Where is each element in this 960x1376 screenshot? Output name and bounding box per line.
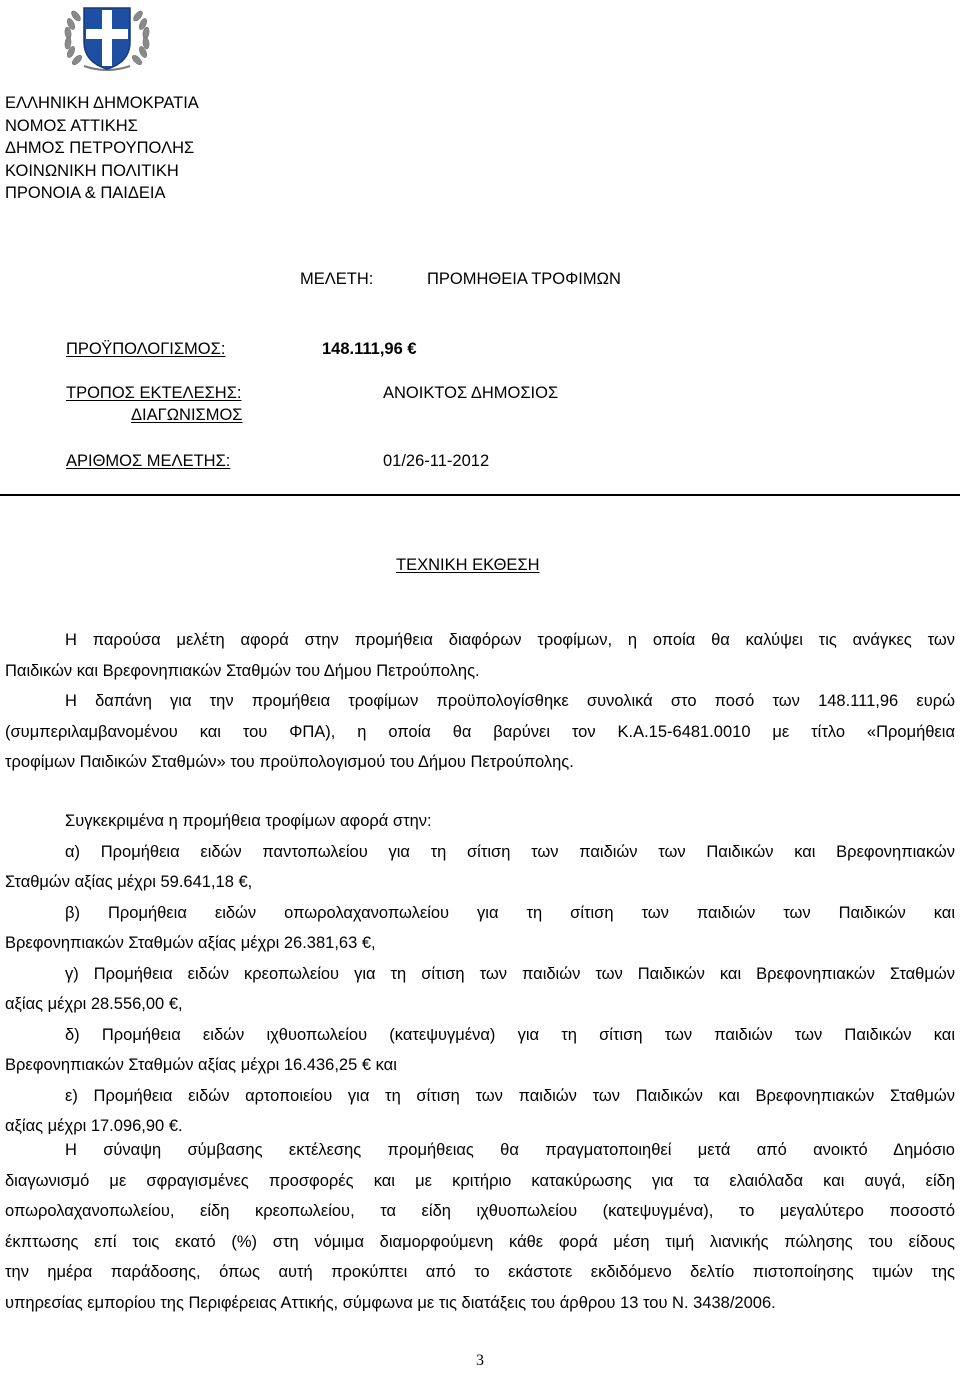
header-line-municipality: ΔΗΜΟΣ ΠΕΤΡΟΥΠΟΛΗΣ xyxy=(5,139,195,157)
page-number: 3 xyxy=(476,1352,484,1369)
issuing-authority-header xyxy=(5,92,199,205)
list-item-b-cont: Βρεφονηπιακών Σταθμών αξίας μέχρι 26.381,63 €, xyxy=(5,934,376,952)
paragraph-line: Η παρούσα μελέτη αφορά στην προμήθεια διαφόρων τροφίμων, η οποία θα καλύψει τις ανάγκες των xyxy=(65,631,955,649)
paragraph-supply-items xyxy=(5,806,955,1142)
paragraph-line: την ημέρα παράδοσης, όπως αυτή προκύπτει από το εκάστοτε εκδιδόμενο δελτίο πιστοποίησης τιμών της xyxy=(5,1263,955,1281)
section-title: ΤΕΧΝΙΚΗ ΕΚΘΕΣΗ xyxy=(396,556,540,574)
header-line-republic: ΕΛΛΗΝΙΚΗ ΔΗΜΟΚΡΑΤΙΑ xyxy=(5,94,199,112)
paragraph-line: (συμπεριλαμβανομένου και του ΦΠΑ), η οποία θα βαρύνει τον Κ.Α.15-6481.0010 με τίτλο «Προμήθεια xyxy=(5,722,955,741)
study-value: ΠΡΟΜΗΘΕΙΑ ΤΡΟΦΙΜΩΝ xyxy=(427,270,621,288)
list-item-d: δ) Προμήθεια ειδών ιχθυοπωλείου (κατεψυγμένα) για τη σίτιση των παιδιών των Παιδικών και xyxy=(65,1025,955,1044)
study-number-value: 01/26-11-2012 xyxy=(383,452,490,470)
list-item-c-cont: αξίας μέχρι 28.556,00 €, xyxy=(5,995,183,1013)
execution-method-label: ΤΡΟΠΟΣ ΕΚΤΕΛΕΣΗΣ: xyxy=(66,384,242,402)
header-divider xyxy=(0,494,960,496)
paragraph-scope xyxy=(5,625,955,686)
paragraph-contract-award xyxy=(5,1135,955,1318)
budget-label: ΠΡΟΫΠΟΛΟΓΙΣΜΟΣ: xyxy=(66,340,226,358)
study-label: ΜΕΛΕΤΗ: xyxy=(300,270,374,288)
execution-method-label-line2: ΔΙΑΓΩΝΙΣΜΟΣ xyxy=(131,406,243,424)
header-line-department: ΚΟΙΝΩΝΙΚΗ ΠΟΛΙΤΙΚΗ xyxy=(5,161,179,180)
list-item-b: β) Προμήθεια ειδών οπωρολαχανοπωλείου για τη σίτιση των παιδιών των Παιδικών και xyxy=(65,903,955,922)
list-item-a: α) Προμήθεια ειδών παντοπωλείου για τη σίτιση των παιδιών των Παιδικών και Βρεφονηπιακών xyxy=(65,842,955,861)
paragraph-line: Συγκεκριμένα η προμήθεια τροφίμων αφορά στην: xyxy=(65,812,432,830)
execution-method-value: ΑΝΟΙΚΤΟΣ ΔΗΜΟΣΙΟΣ xyxy=(383,384,559,402)
list-item-e-cont: αξίας μέχρι 17.096,90 €. xyxy=(5,1117,183,1135)
paragraph-line: υπηρεσίας εμπορίου της Περιφέρειας Αττικής, σύμφωνα με τις διατάξεις του άρθρου 13 του Ν. 3438/2006. xyxy=(5,1293,776,1312)
list-item-a-cont: Σταθμών αξίας μέχρι 59.641,18 €, xyxy=(5,873,253,891)
paragraph-budget xyxy=(5,686,955,778)
paragraph-line: διαγωνισμό με σφραγισμένες προσφορές και με κριτήριο κατακύρωσης για τα ελαιόλαδα και αυγά, είδη xyxy=(5,1171,955,1190)
list-item-e: ε) Προμήθεια ειδών αρτοποιείου για τη σίτιση των παιδιών των Παιδικών και Βρεφονηπιακών Σταθμών xyxy=(65,1086,955,1105)
list-item-c: γ) Προμήθεια ειδών κρεοπωλείου για τη σίτιση των παιδιών των Παιδικών και Βρεφονηπιακών Σταθμών xyxy=(65,964,955,983)
paragraph-line: Η σύναψη σύμβασης εκτέλεσης προμήθειας θα πραγματοποιηθεί μετά από ανοικτό Δημόσιο xyxy=(65,1141,955,1159)
header-line-division: ΠΡΟΝΟΙΑ & ΠΑΙΔΕΙΑ xyxy=(5,184,166,202)
paragraph-line: τροφίμων Παιδικών Σταθμών» του προϋπολογισμού του Δήμου Πετρούπολης. xyxy=(5,753,574,771)
paragraph-line: οπωρολαχανοπωλείου, είδη κρεοπωλείου, τα είδη ιχθυοπωλείου (κατεψυγμένα), το μεγαλύτερο ποσοστό xyxy=(5,1202,955,1220)
budget-value: 148.111,96 € xyxy=(322,340,417,358)
study-number-label: ΑΡΙΘΜΟΣ ΜΕΛΕΤΗΣ: xyxy=(66,452,231,470)
list-item-d-cont: Βρεφονηπιακών Σταθμών αξίας μέχρι 16.436,25 € και xyxy=(5,1056,397,1074)
greek-coat-of-arms-emblem xyxy=(54,2,160,74)
paragraph-line: έκπτωσης επί τοις εκατό (%) στη νόμιμα διαμορφούμενη κάθε φορά μέση τιμή λιανικής πώλησης του είδους xyxy=(5,1232,955,1251)
paragraph-line: Η δαπάνη για την προμήθεια τροφίμων προϋπολογίσθηκε συνολικά στο ποσό των 148.111,96 ευρώ xyxy=(65,692,955,710)
header-line-prefecture: ΝΟΜΟΣ ΑΤΤΙΚΗΣ xyxy=(5,116,138,135)
paragraph-line: Παιδικών και Βρεφονηπιακών Σταθμών του Δήμου Πετρούπολης. xyxy=(5,661,480,680)
